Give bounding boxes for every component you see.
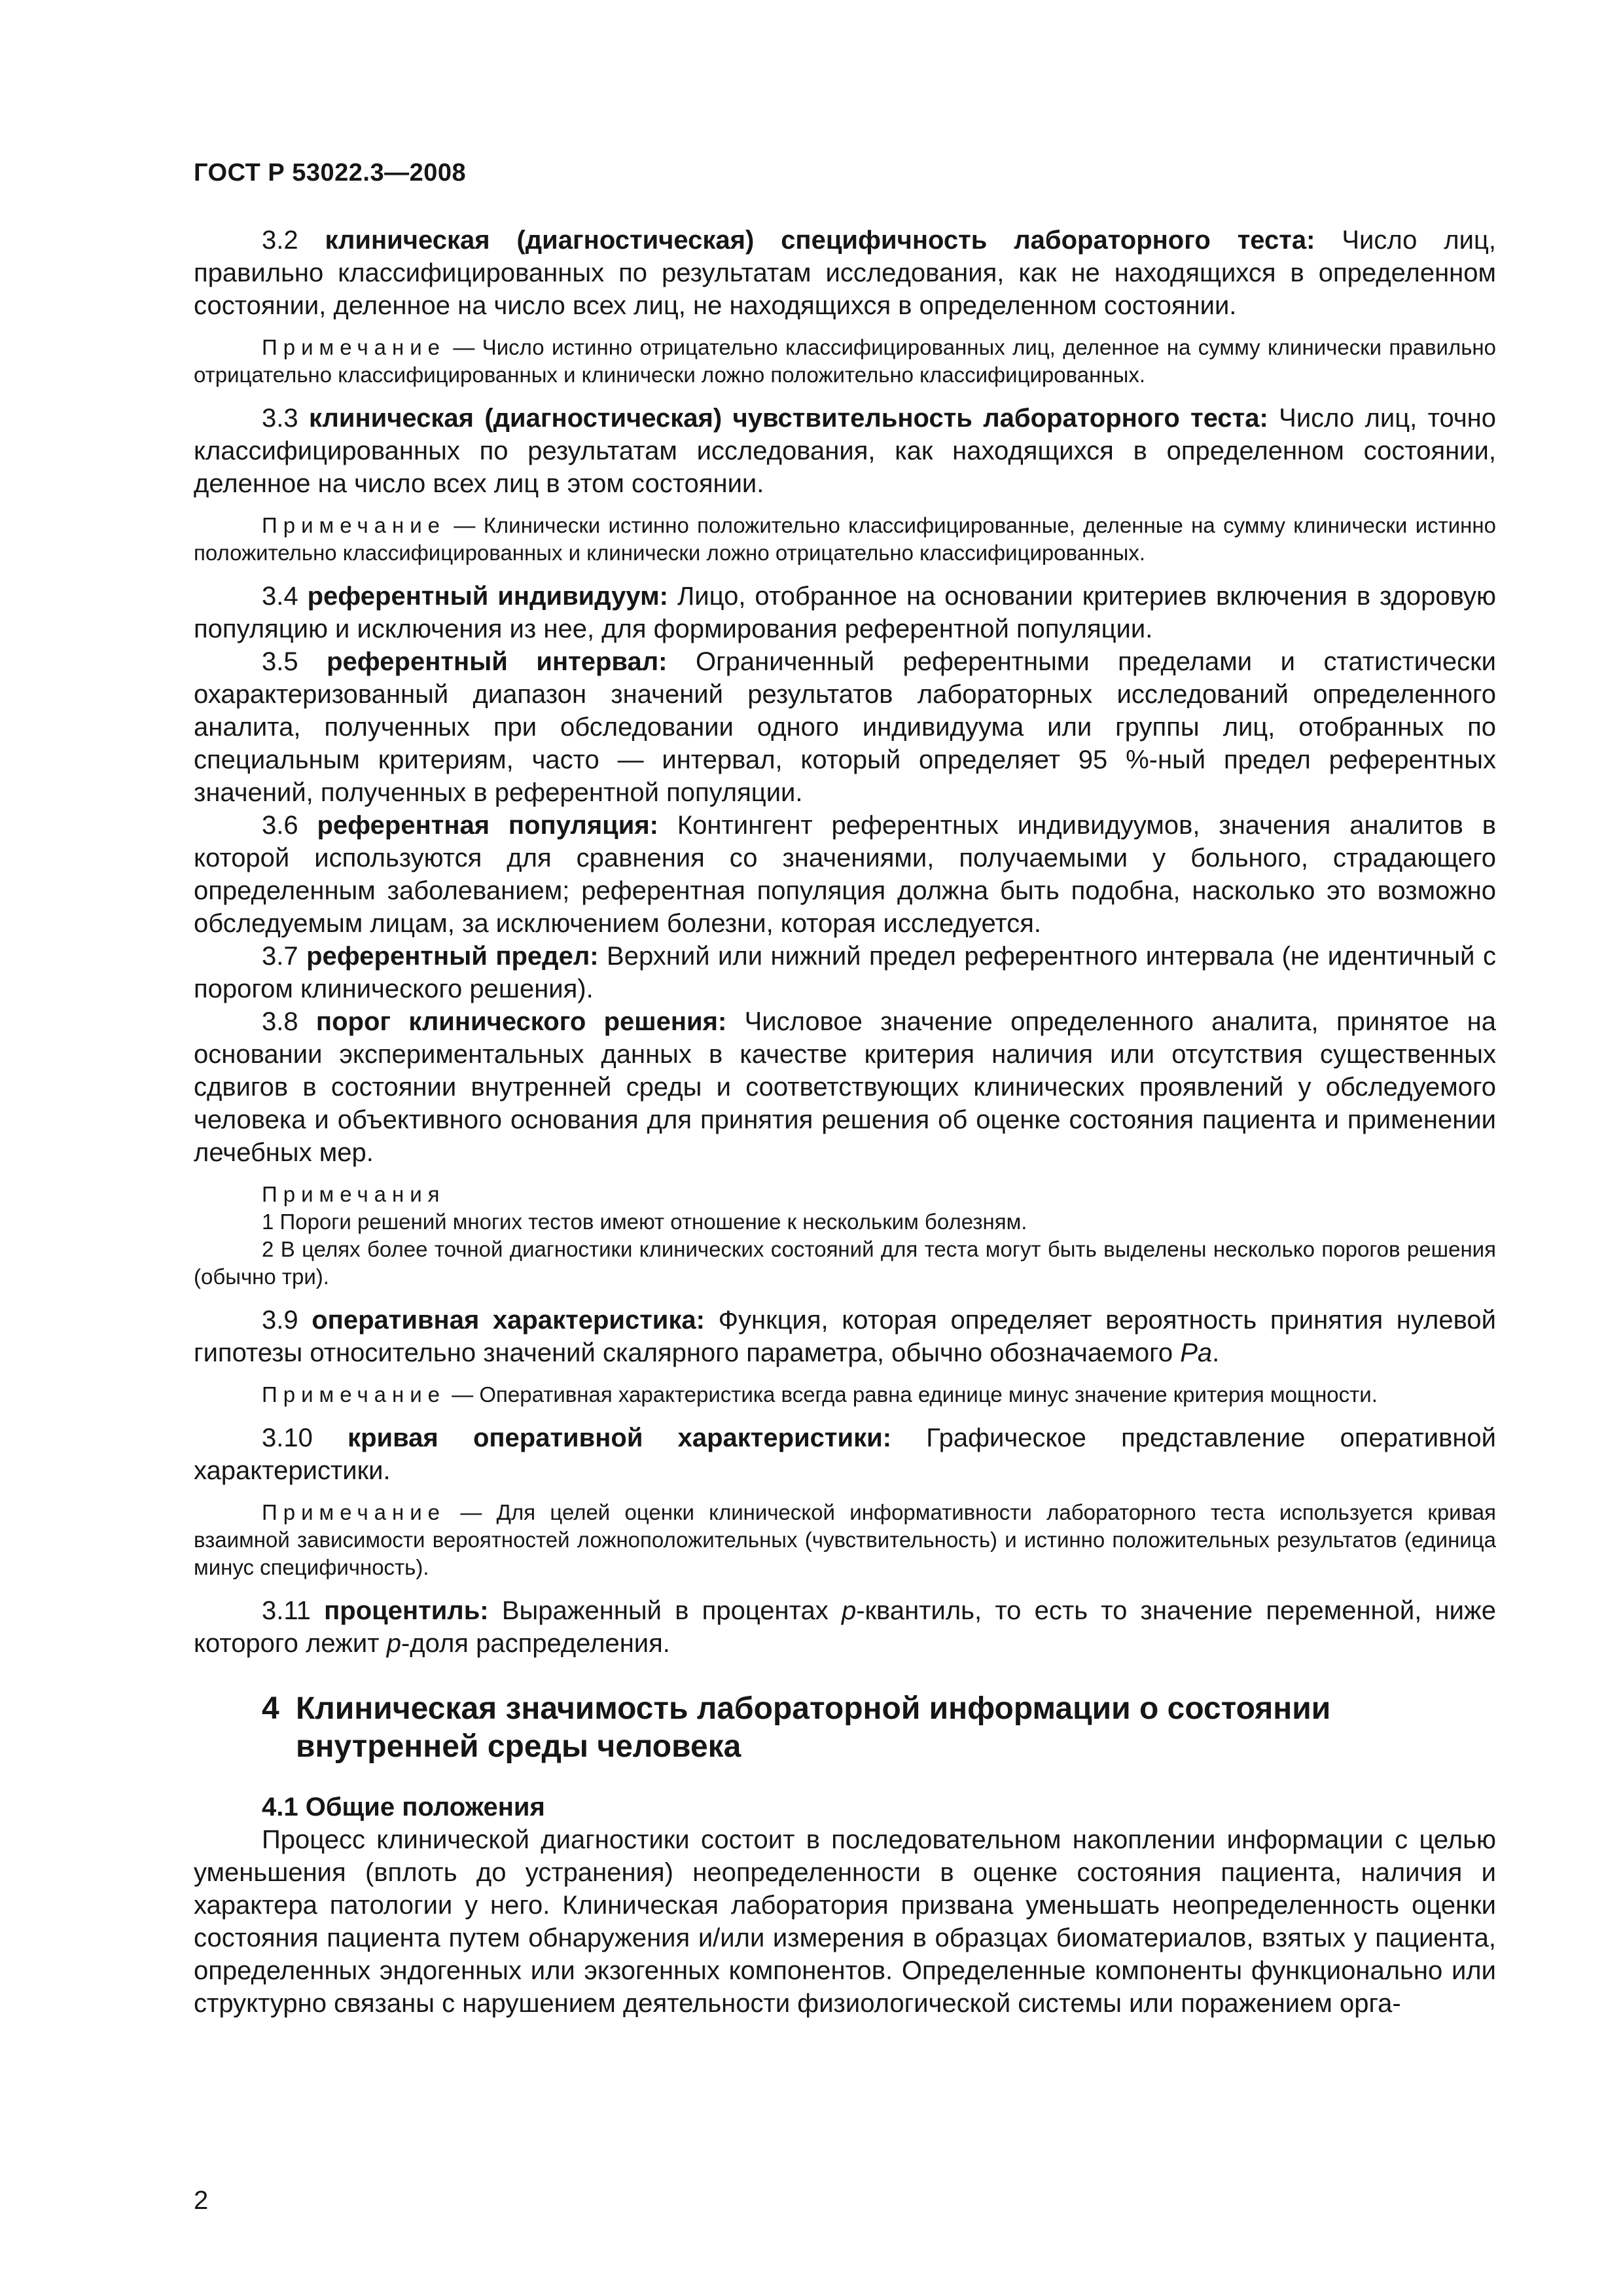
term-3-9 [194, 1304, 1496, 1369]
term-definition: Контингент референтных индивидуумов, значения аналитов в которой используются для сравнения со значениями, получаемыми у больного, страдающего определенным заболеванием; референтная популяция должна быть подобна, насколько это возможно обследуемым лицам, за исключением болезни, которая исследуется. [194, 811, 1496, 938]
subsection-number: 4.1 [262, 1793, 298, 1821]
term-name: клиническая (диагностическая) чувствительность лабораторного теста: [308, 404, 1268, 433]
section-4-1-text: Процесс клинической диагностики состоит в последовательном накоплении информации с целью уменьшения (вплоть до устранения) неопределенности в оценке состояния пациента, наличия и характера патологии у него. Клиническая лаборатория призвана уменьшать неопределенность оценки состояния пациента путем обнаружения и/или измерения в образцах биоматериалов, взятых у пациента, определенных эндогенных или экзогенных компонентов. Определенные компоненты функционально или структурно связаны с нарушением деятельности физиологической системы или поражением орга- [194, 1825, 1496, 2018]
term-definition: Числовое значение определенного аналита, принятое на основании экспериментальных данных в качестве критерия наличия или отсутствия существенных сдвигов в состоянии внутренней среды и соответствующих клинических проявлений у обследуемого человека и объективного основания для принятия решения об оценке состояния пациента и применении лечебных мер. [194, 1007, 1496, 1167]
term-3-2 [194, 224, 1496, 322]
term-number: 3.9 [262, 1306, 298, 1335]
note-3-9 [194, 1381, 1496, 1408]
standard-code-header: ГОСТ Р 53022.3—2008 [194, 159, 467, 187]
term-definition: Верхний или нижний предел референтного интервала (не идентичный с порогом клинического решения). [194, 942, 1496, 1003]
term-definition-b: -квантиль, то есть то значение переменной, ниже которого лежит [194, 1596, 1496, 1658]
note-3-8-item-1: 1 Пороги решений многих тестов имеют отношение к нескольким болезням. [262, 1210, 1027, 1234]
note-label: Примечание [262, 513, 446, 537]
term-number: 3.5 [262, 647, 298, 676]
term-3-8 [194, 1005, 1496, 1169]
term-number: 3.7 [262, 942, 298, 971]
term-number: 3.10 [262, 1424, 313, 1452]
term-definition-a: Выраженный в процентах [501, 1596, 829, 1625]
section-title-line-1: Клиническая значимость лабораторной информации о состоянии [296, 1691, 1331, 1726]
term-name: процентиль: [324, 1596, 489, 1625]
term-end: . [1212, 1338, 1220, 1367]
term-number: 3.8 [262, 1007, 298, 1036]
term-3-10 [194, 1422, 1496, 1487]
subsection-4-1-title [194, 1791, 1496, 1823]
note-text: — Число истинно отрицательно классифицированных лиц, деленное на сумму клинически правильно отрицательно классифицированных и клинически ложно положительно классифицированных. [194, 335, 1496, 387]
term-3-6 [194, 809, 1496, 940]
term-3-5 [194, 645, 1496, 809]
section-number: 4 [262, 1691, 279, 1726]
term-name: референтная популяция: [317, 811, 658, 840]
note-label: Примечание [262, 1500, 446, 1524]
symbol-pa: Pa [1180, 1338, 1213, 1367]
term-definition: Число лиц, точно классифицированных по результатам исследования, как находящихся в определенном состоянии, деленное на число всех лиц в этом состоянии. [194, 404, 1496, 498]
term-definition: Число лиц, правильно классифицированных по результатам исследования, как не находящихся в определенном состоянии, деленное на число всех лиц, не находящихся в определенном состоянии. [194, 226, 1496, 320]
section-title-line-2: внутренней среды человека [296, 1729, 741, 1764]
symbol-p: p [386, 1629, 401, 1658]
section-4-title [194, 1690, 1496, 1766]
term-3-11 [194, 1594, 1496, 1660]
note-text: — Для целей оценки клинической информативности лабораторного теста используется кривая взаимной зависимости вероятностей ложноположительных (чувствительность) и истинно положительных результатов (единица минус специфичность). [194, 1500, 1496, 1579]
term-name: референтный индивидуум: [307, 582, 669, 611]
term-name: референтный интервал: [327, 647, 668, 676]
term-number: 3.3 [262, 404, 298, 433]
symbol-p: p [841, 1596, 857, 1625]
term-definition: Лицо, отобранное на основании критериев включения в здоровую популяцию и исключения из нее, для формирования референтной популяции. [194, 582, 1496, 643]
term-number: 3.4 [262, 582, 298, 611]
document-body [194, 224, 1496, 2020]
term-name: кривая оперативной характеристики: [348, 1424, 892, 1452]
note-3-10 [194, 1499, 1496, 1581]
term-definition: Графическое представление оперативной характеристики. [194, 1424, 1496, 1485]
note-label: Примечание [262, 335, 446, 359]
term-definition: Ограниченный референтными пределами и статистически охарактеризованный диапазон значений результатов лабораторных исследований определенного аналита, полученных при обследовании одного индивидуума или группы лиц, отобранных по специальным критериям, часто — интервал, который определяет 95 %-ный предел референтных значений, полученных в референтной популяции. [194, 647, 1496, 807]
note-label: Примечание [262, 1382, 446, 1407]
note-3-2 [194, 334, 1496, 389]
page-number: 2 [194, 2186, 209, 2215]
term-3-4 [194, 580, 1496, 645]
term-3-3 [194, 402, 1496, 500]
notes-heading: Примечания [262, 1182, 446, 1206]
term-definition: Функция, которая определяет вероятность принятия нулевой гипотезы относительно значений скалярного параметра, обычно обозначаемого [194, 1306, 1496, 1367]
term-number: 3.6 [262, 811, 298, 840]
subsection-name: Общие положения [305, 1793, 545, 1821]
note-text: — Клинически истинно положительно классифицированные, деленные на сумму клинически истинно положительно классифицированных и клинически ложно отрицательно классифицированных. [194, 513, 1496, 565]
note-text: — Оперативная характеристика всегда равна единице минус значение критерия мощности. [452, 1382, 1378, 1407]
note-3-8-item-2: 2 В целях более точной диагностики клинических состояний для теста могут быть выделены несколько порогов решения (обычно три). [194, 1237, 1496, 1289]
term-3-7 [194, 940, 1496, 1005]
notes-heading-3-8 [194, 1181, 1496, 1208]
note-3-3 [194, 512, 1496, 567]
term-number: 3.11 [262, 1596, 311, 1625]
term-name: порог клинического решения: [315, 1007, 727, 1036]
term-definition-c: -доля распределения. [401, 1629, 670, 1658]
term-number: 3.2 [262, 226, 298, 255]
term-name: референтный предел: [306, 942, 599, 971]
term-name: клиническая (диагностическая) специфичность лабораторного теста: [325, 226, 1315, 255]
term-name: оперативная характеристика: [312, 1306, 705, 1335]
